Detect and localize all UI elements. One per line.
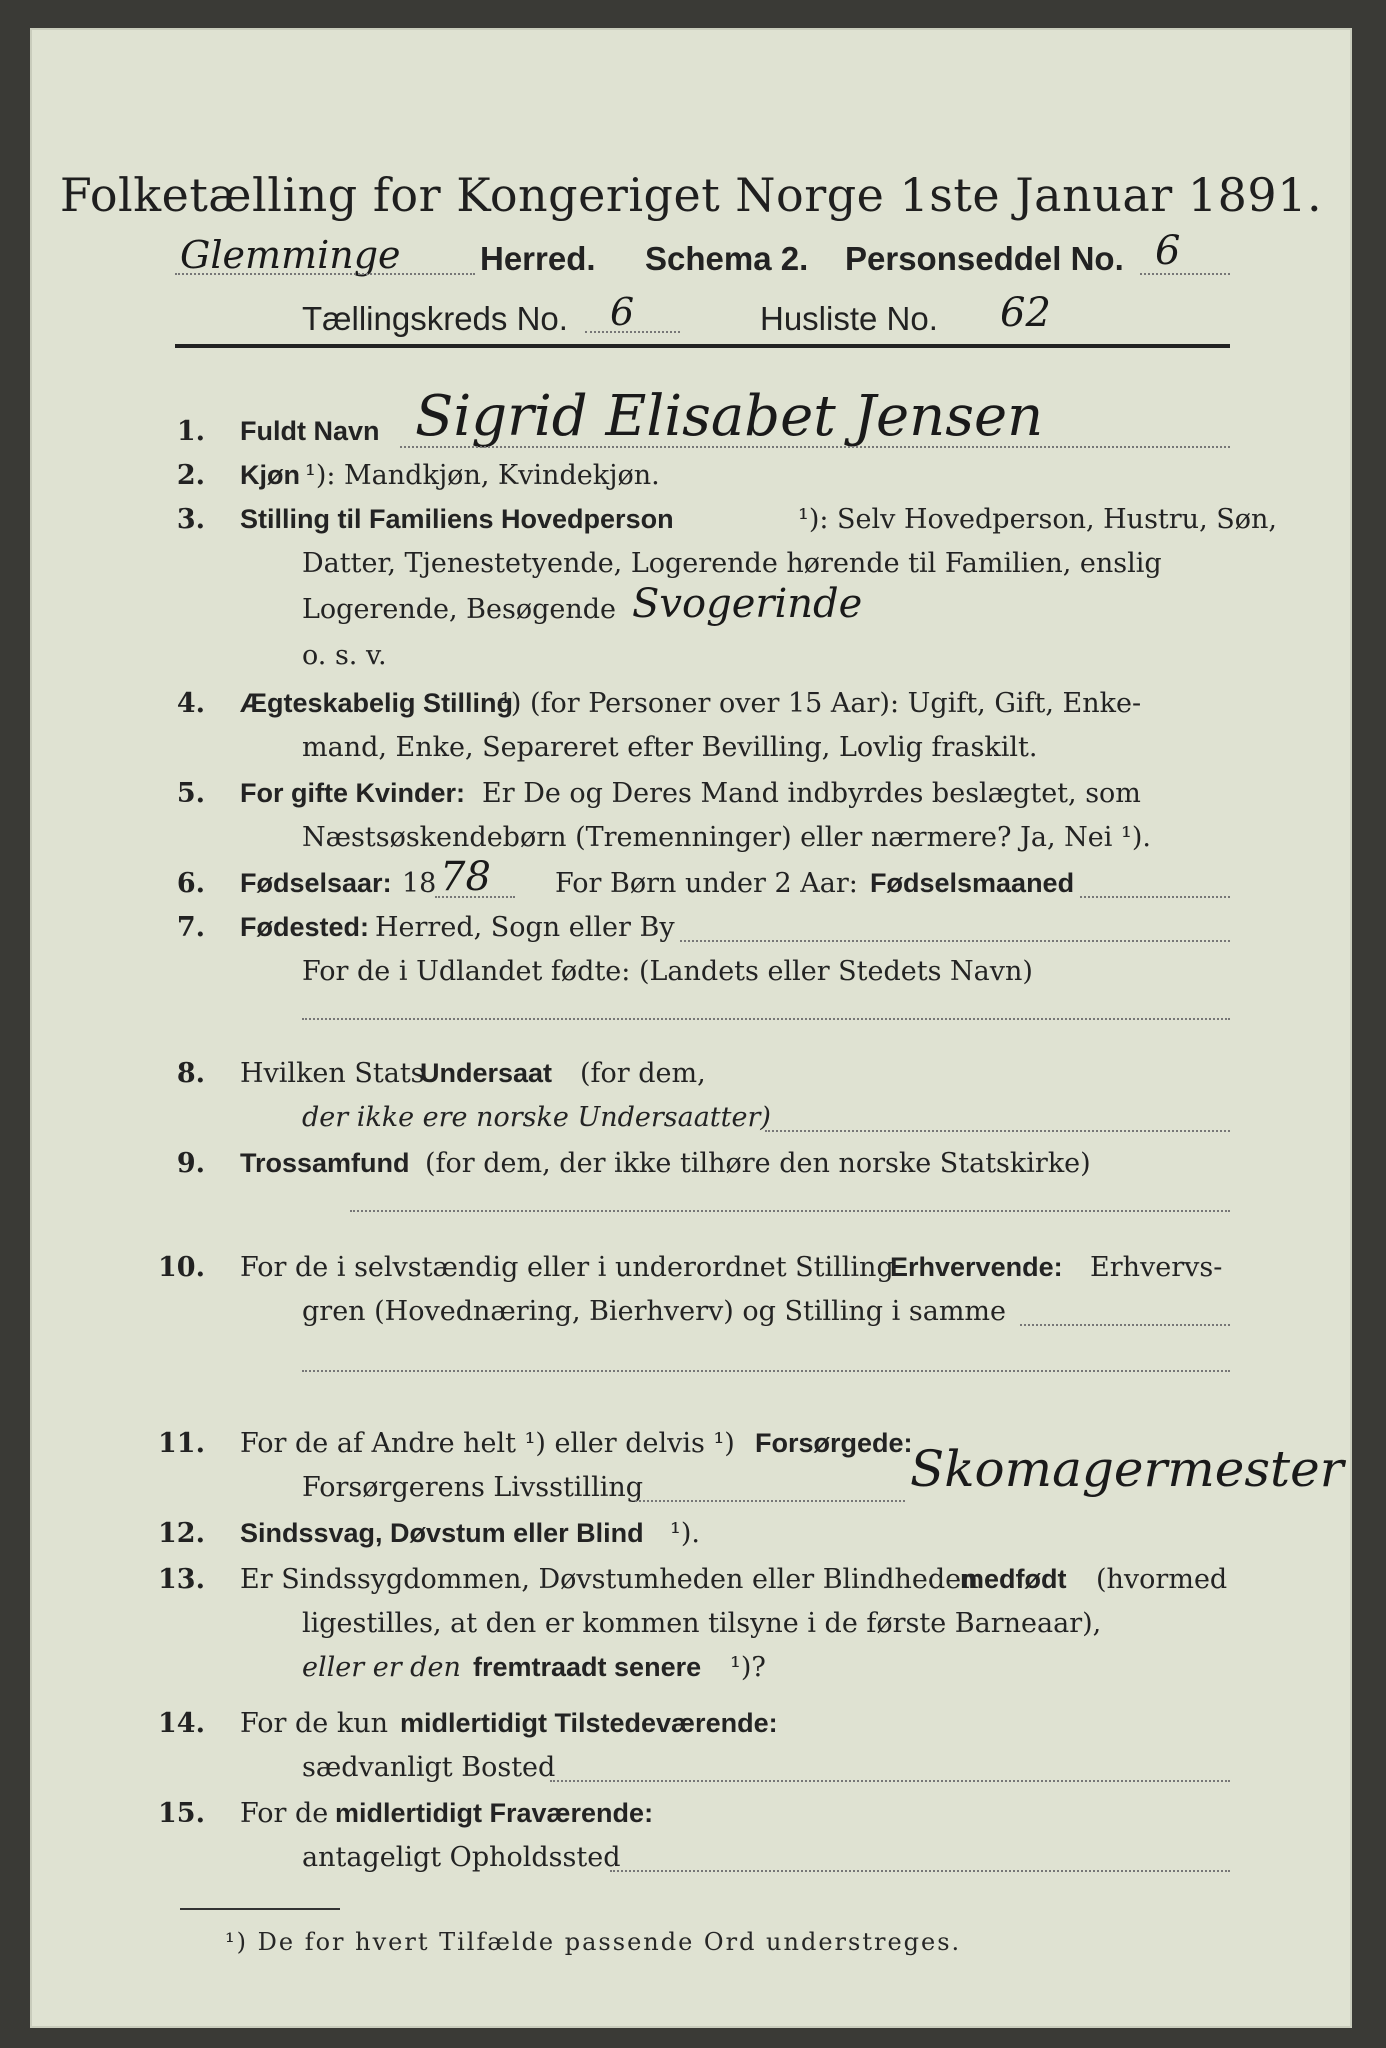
item-14-number: 14. — [158, 1708, 205, 1739]
item-4-number: 4. — [176, 688, 205, 719]
item-10-text-3: gren (Hovednæring, Bierhverv) og Stilling i samme — [302, 1296, 1007, 1327]
form-title: Folketælling for Kongeriget Norge 1ste Januar 1891. — [59, 168, 1323, 222]
herred-value: Glemminge — [180, 233, 401, 277]
item-1-value: Sigrid Elisabet Jensen — [415, 384, 1044, 449]
item-4-text-1: ¹) (for Personer over 15 Aar): Ugift, Gift, Enke- — [500, 688, 1142, 719]
item-6-text: For Børn under 2 Aar: — [555, 868, 858, 899]
herred-label: Herred. — [480, 240, 596, 277]
item-3-number: 3. — [176, 504, 205, 535]
item-13-text-2: (hvormed — [1096, 1564, 1228, 1595]
herred-dotted-line — [175, 273, 475, 275]
personseddel-value: 6 — [1155, 228, 1181, 274]
item-15-text-1: For de — [240, 1798, 329, 1829]
item-13-number: 13. — [158, 1564, 205, 1595]
item-9-number: 9. — [176, 1148, 205, 1179]
kreds-label: Tællingskreds No. — [302, 300, 568, 337]
item-3-label: Stilling til Familiens Hovedperson — [240, 504, 674, 534]
personseddel-label: Personseddel No. — [845, 240, 1124, 277]
item-11-number: 11. — [158, 1428, 205, 1459]
item-13-label: medfødt — [960, 1564, 1067, 1594]
item-14-dotted-line — [550, 1780, 1230, 1782]
item-9-text: (for dem, der ikke tilhøre den norske Statskirke) — [425, 1148, 1091, 1179]
item-13-text-4: eller er den — [302, 1652, 461, 1683]
item-12-number: 12. — [158, 1518, 205, 1549]
item-12-text: ¹). — [670, 1518, 700, 1549]
item-7-dotted-line-2 — [302, 1018, 1230, 1020]
item-1-number: 1. — [176, 416, 205, 447]
footnote-rule — [180, 1908, 340, 1910]
item-14-label: midlertidigt Tilstedeværende: — [400, 1708, 778, 1738]
item-2-number: 2. — [176, 460, 205, 491]
item-11-text-1: For de af Andre helt ¹) eller delvis ¹) — [240, 1428, 735, 1459]
item-8-number: 8. — [176, 1058, 205, 1089]
item-15-number: 15. — [158, 1798, 205, 1829]
item-7-text-1: Herred, Sogn eller By — [375, 912, 675, 943]
item-4-label: Ægteskabelig Stilling — [240, 688, 514, 718]
item-7-text-2: For de i Udlandet fødte: (Landets eller Stedets Navn) — [302, 956, 1033, 987]
kreds-value: 6 — [610, 290, 635, 334]
item-9-dotted-line — [350, 1210, 1230, 1212]
item-1-label: Fuldt Navn — [240, 416, 380, 446]
item-3-text-4: o. s. v. — [302, 640, 387, 671]
item-12-label: Sindssvag, Døvstum eller Blind — [240, 1518, 644, 1548]
item-3-text-1: ¹): Selv Hovedperson, Hustru, Søn, — [798, 504, 1277, 535]
item-5-label: For gifte Kvinder: — [240, 778, 466, 808]
item-6-dotted-line — [435, 896, 515, 898]
item-10-label: Erhvervende: — [890, 1252, 1063, 1282]
kreds-dotted-line — [585, 331, 680, 333]
item-13-text-3: ligestilles, at den er kommen tilsyne i de første Barneaar), — [302, 1608, 1102, 1639]
item-8-text-2: (for dem, — [580, 1058, 706, 1089]
item-8-label: Undersaat — [420, 1058, 553, 1088]
item-10-dotted-line — [1020, 1324, 1230, 1326]
item-6-value: 78 — [440, 854, 491, 900]
item-10-number: 10. — [158, 1252, 205, 1283]
item-10-text-2: Erhvervs- — [1090, 1252, 1223, 1283]
item-13-text-5: ¹)? — [730, 1652, 766, 1683]
item-13-text-1: Er Sindssygdommen, Døvstumheden eller Blindheden — [240, 1564, 979, 1595]
item-10-text-1: For de i selvstændig eller i underordnet Stilling — [240, 1252, 894, 1283]
item-10-dotted-line-2 — [302, 1370, 1230, 1372]
census-form-sheet — [30, 28, 1352, 2028]
item-15-text-2: antageligt Opholdssted — [302, 1842, 621, 1873]
item-14-text-2: sædvanligt Bosted — [302, 1752, 556, 1783]
item-5-text-2: Næstsøskendebørn (Tremenninger) eller nærmere? Ja, Nei ¹). — [302, 822, 1151, 853]
item-15-dotted-line — [610, 1870, 1230, 1872]
item-1-dotted-line — [400, 446, 1230, 448]
item-2-label: Kjøn — [240, 460, 300, 490]
item-6-prefix: 18 — [402, 868, 437, 899]
item-11-dotted-line — [635, 1500, 905, 1502]
footnote: ¹) De for hvert Tilfælde passende Ord understreges. — [225, 1928, 962, 1956]
item-15-label: midlertidigt Fraværende: — [335, 1798, 654, 1828]
item-8-text-1: Hvilken Stats — [240, 1058, 425, 1089]
item-4-text-2: mand, Enke, Separeret efter Bevilling, Lovlig fraskilt. — [302, 732, 1038, 763]
item-7-number: 7. — [176, 912, 205, 943]
item-6-label: Fødselsaar: — [240, 868, 392, 898]
item-9-label: Trossamfund — [240, 1148, 410, 1178]
item-3-text-2: Datter, Tjenestetyende, Logerende hørende til Familien, enslig — [302, 548, 1162, 579]
husliste-label: Husliste No. — [760, 300, 938, 337]
header-rule — [175, 344, 1230, 348]
item-6-label-2: Fødselsmaaned — [870, 868, 1075, 898]
schema-label: Schema 2. — [645, 240, 809, 277]
item-3-value: Svogerinde — [632, 581, 863, 627]
item-14-text-1: For de kun — [240, 1708, 388, 1739]
item-7-label: Fødested: — [240, 912, 370, 942]
item-11-value: Skomagermester — [910, 1440, 1344, 1498]
item-6-number: 6. — [176, 868, 205, 899]
item-6-dotted-line-2 — [1080, 896, 1230, 898]
item-8-text-3: der ikke ere norske Undersaatter) — [302, 1102, 771, 1133]
personseddel-dotted-line — [1140, 273, 1230, 275]
item-3-text-3: Logerende, Besøgende — [302, 594, 616, 625]
husliste-value: 62 — [1000, 290, 1051, 336]
item-5-number: 5. — [176, 778, 205, 809]
item-5-text-1: Er De og Deres Mand indbyrdes beslægtet, som — [482, 778, 1141, 809]
item-11-label: Forsørgede: — [755, 1428, 913, 1458]
item-13-label-2: fremtraadt senere — [473, 1652, 702, 1682]
item-8-dotted-line — [765, 1130, 1230, 1132]
item-11-text-2: Forsørgerens Livsstilling — [302, 1472, 644, 1503]
item-2-text: ¹): Mandkjøn, Kvindekjøn. — [305, 460, 660, 491]
item-7-dotted-line — [680, 940, 1230, 942]
